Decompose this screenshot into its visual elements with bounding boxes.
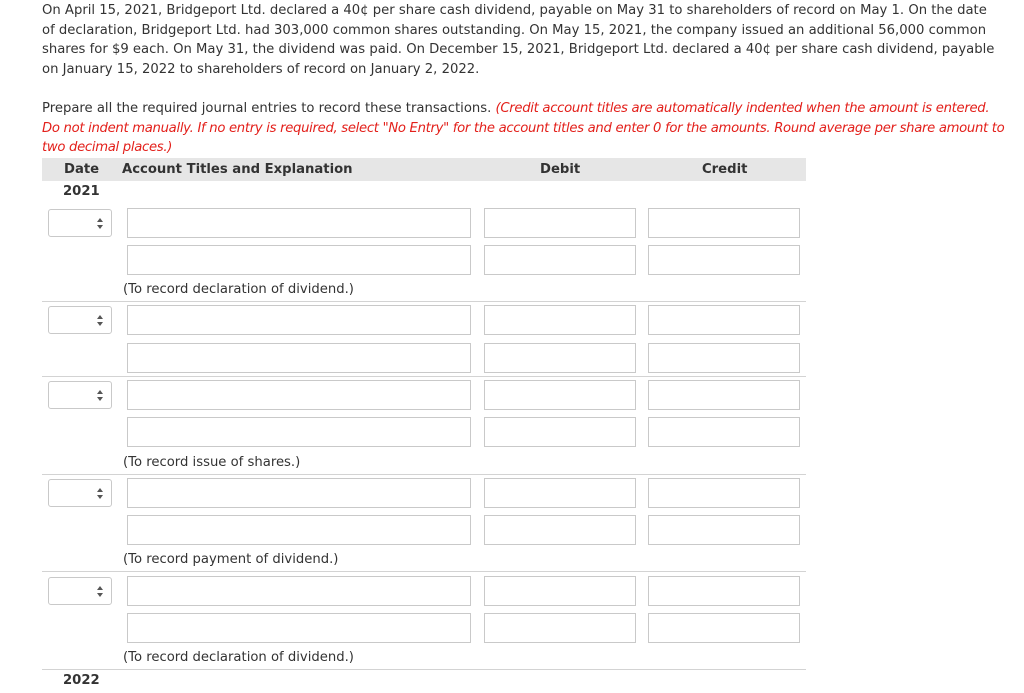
up-down-arrows-icon — [97, 585, 103, 598]
date-select[interactable] — [48, 577, 112, 605]
date-header: Date — [64, 162, 100, 177]
account-header: Account Titles and Explanation — [122, 162, 353, 177]
instructions-lead: Prepare all the required journal entries to record these transactions. — [42, 101, 492, 116]
credit-input[interactable] — [648, 478, 800, 508]
debit-input[interactable] — [484, 576, 636, 606]
debit-input[interactable] — [484, 208, 636, 238]
credit-input[interactable] — [648, 208, 800, 238]
problem-statement: On April 15, 2021, Bridgeport Ltd. declared a 40¢ per share cash dividend, payable on May 31 to shareholders of record on May 1. On the date of declaration, Bridgeport Ltd. had 303,000 common shares outstanding. On May 15, 2021, the company issued an additional 56,000 common shares for $9 each. On May 31, the dividend was paid. On December 15, 2021, Bridgeport Ltd. declared a 40¢ per share cash dividend, payable on January 15, 2022 to shareholders of record on January 2, 2022. — [42, 3, 995, 77]
account-title-input[interactable] — [127, 245, 471, 275]
account-title-input[interactable] — [127, 576, 471, 606]
instructions — [42, 99, 1010, 158]
entry-memo: (To record payment of dividend.) — [123, 552, 339, 567]
up-down-arrows-icon — [97, 217, 103, 230]
date-select[interactable] — [48, 209, 112, 237]
account-title-input[interactable] — [127, 613, 471, 643]
debit-input[interactable] — [484, 613, 636, 643]
date-select[interactable] — [48, 306, 112, 334]
credit-input[interactable] — [648, 576, 800, 606]
credit-input[interactable] — [648, 343, 800, 373]
debit-header: Debit — [540, 162, 581, 177]
credit-input[interactable] — [648, 305, 800, 335]
account-title-input[interactable] — [127, 208, 471, 238]
entry-divider — [42, 571, 806, 572]
entry-divider — [42, 669, 806, 670]
credit-input[interactable] — [648, 245, 800, 275]
account-title-input[interactable] — [127, 343, 471, 373]
entry-divider — [42, 301, 806, 302]
credit-header: Credit — [702, 162, 748, 177]
credit-input[interactable] — [648, 417, 800, 447]
debit-input[interactable] — [484, 380, 636, 410]
credit-input[interactable] — [648, 613, 800, 643]
year-2022: 2022 — [63, 673, 100, 688]
credit-input[interactable] — [648, 380, 800, 410]
up-down-arrows-icon — [97, 314, 103, 327]
credit-input[interactable] — [648, 515, 800, 545]
debit-input[interactable] — [484, 478, 636, 508]
account-title-input[interactable] — [127, 478, 471, 508]
entry-memo: (To record declaration of dividend.) — [123, 650, 354, 665]
up-down-arrows-icon — [97, 389, 103, 402]
account-title-input[interactable] — [127, 380, 471, 410]
journal-header — [42, 158, 806, 181]
account-title-input[interactable] — [127, 515, 471, 545]
account-title-input[interactable] — [127, 305, 471, 335]
entry-memo: (To record declaration of dividend.) — [123, 282, 354, 297]
entry-divider — [42, 474, 806, 475]
entry-divider — [42, 376, 806, 377]
account-title-input[interactable] — [127, 417, 471, 447]
up-down-arrows-icon — [97, 487, 103, 500]
debit-input[interactable] — [484, 515, 636, 545]
date-select[interactable] — [48, 479, 112, 507]
instructions-note: (Credit account titles are automatically indented when the amount is entered. Do not indent manually. If no entry is required, select "No Entry" for the account titles and enter 0 for the amounts. Round average per share amount to two decimal places.) — [42, 101, 1005, 155]
debit-input[interactable] — [484, 417, 636, 447]
entry-memo: (To record issue of shares.) — [123, 455, 301, 470]
year-2021: 2021 — [63, 184, 100, 199]
debit-input[interactable] — [484, 305, 636, 335]
date-select[interactable] — [48, 381, 112, 409]
debit-input[interactable] — [484, 245, 636, 275]
debit-input[interactable] — [484, 343, 636, 373]
